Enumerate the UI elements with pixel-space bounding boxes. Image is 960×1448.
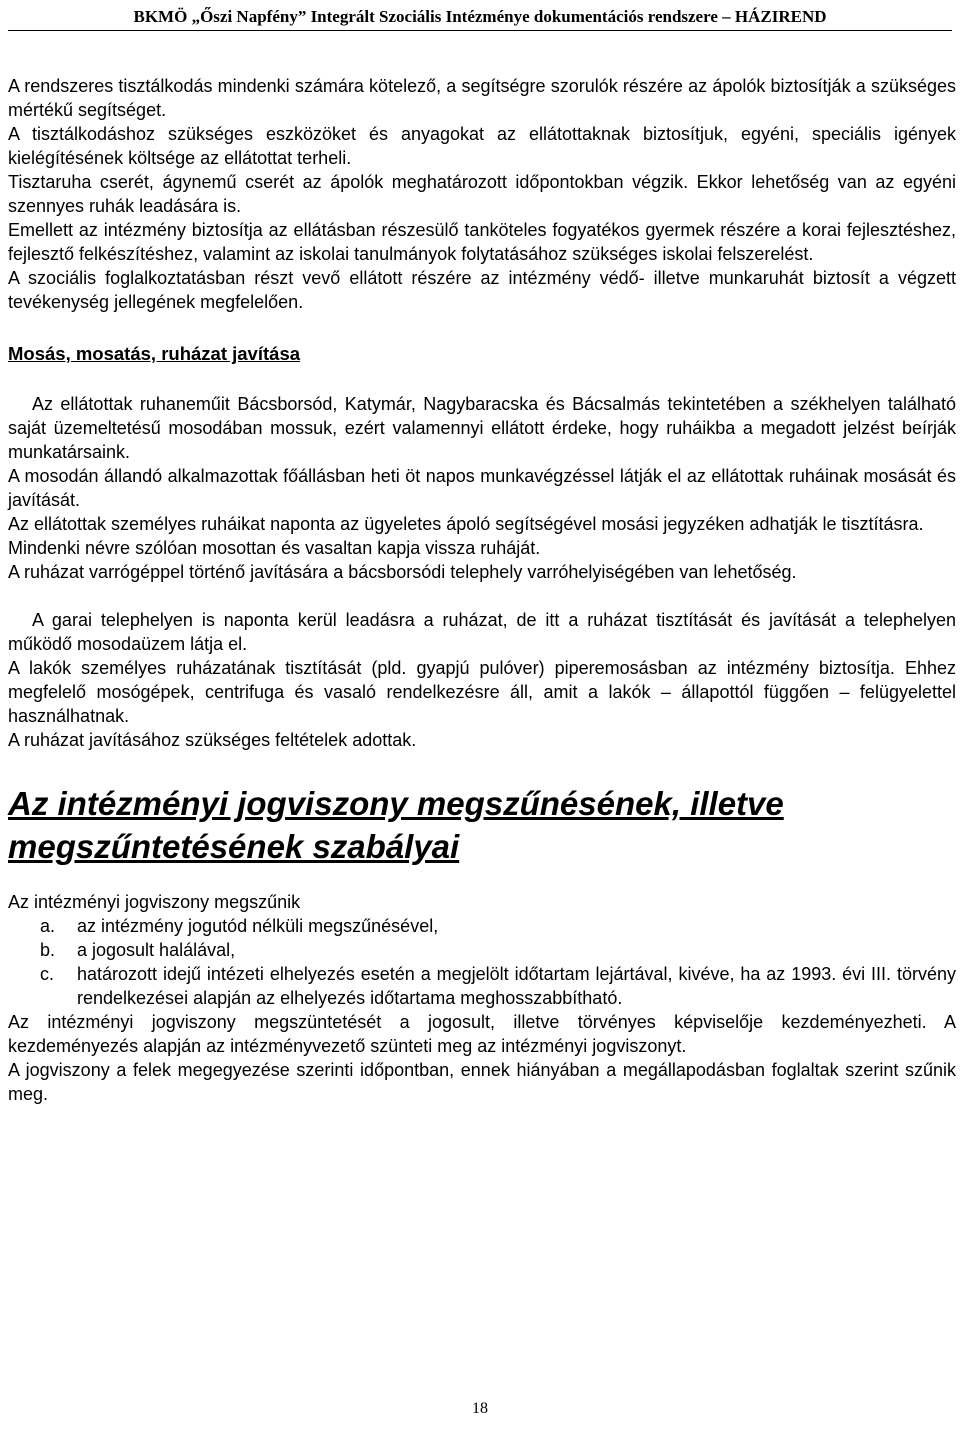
paragraph: Tisztaruha cserét, ágynemű cserét az ápolók meghatározott időpontokban végzik. Ekkor lehetőség van az egyéni szennyes ruhák leadására is.	[8, 172, 956, 216]
paragraph: A tisztálkodáshoz szükséges eszközöket és anyagokat az ellátottaknak biztosítjuk, egyéni, speciális igények kielégítésének költsége az ellátottat terheli.	[8, 124, 956, 168]
paragraph: A lakók személyes ruházatának tisztítását (pld. gyapjú pulóver) piperemosásban az intézmény biztosítja. Ehhez megfelelő mosógépek, centrifuga és vasaló rendelkezésre áll, amit a lakók – állapottól függően – felügyelettel használhatnak.	[8, 658, 956, 726]
list-marker: b.	[40, 940, 56, 960]
paragraph: Emellett az intézmény biztosítja az ellátásban részesülő tanköteles fogyatékos gyermek részére a korai fejlesztéshez, fejlesztő felkészítéshez, valamint az iskolai tanulmányok folytatásához szükséges iskolai felszerelést.	[8, 220, 956, 264]
list-item	[8, 914, 956, 938]
termination-list	[8, 914, 956, 1010]
chapter-title-line-2: megszűntetésének szabályai	[8, 828, 460, 865]
paragraph: Mindenki névre szólóan mosottan és vasaltan kapja vissza ruháját.	[8, 538, 541, 558]
paragraph: A ruházat javításához szükséges feltételek adottak.	[8, 730, 417, 750]
paragraph: A ruházat varrógéppel történő javítására a bácsborsódi telephely varróhelyiségében van lehetőség.	[8, 562, 797, 582]
list-marker: c.	[40, 964, 55, 984]
page-header: BKMÖ „Őszi Napfény” Integrált Szociális Intézménye dokumentációs rendszere – HÁZIREND	[133, 7, 827, 26]
paragraph: A jogviszony a felek megegyezése szerinti időpontban, ennek hiányában a megállapodásban foglaltak szerint szűnik meg.	[8, 1060, 956, 1104]
page-content	[8, 74, 956, 1106]
list-item-text: a jogosult halálával,	[77, 940, 236, 960]
paragraph: A szociális foglalkoztatásban részt vevő ellátott részére az intézmény védő- illetve munkaruhát biztosít a végzett tevékenység jellegének megfelelően.	[8, 268, 956, 312]
paragraph: A mosodán állandó alkalmazottak főállásban heti öt napos munkavégzéssel látják el az ellátottak ruháinak mosását és javítását.	[8, 466, 956, 510]
page-number: 18	[472, 1400, 488, 1417]
list-intro: Az intézményi jogviszony megszűnik	[8, 892, 301, 912]
paragraph: Az ellátottak személyes ruháikat naponta az ügyeletes ápoló segítségével mosási jegyzéken adhatják le tisztításra.	[8, 514, 924, 534]
paragraph: A rendszeres tisztálkodás mindenki számára kötelező, a segítségre szorulók részére az ápolók biztosítják a szükséges mértékű segítséget.	[8, 76, 956, 120]
chapter-title-line-1: Az intézményi jogviszony megszűnésének, illetve	[8, 785, 784, 822]
list-item-text: az intézmény jogutód nélküli megszűnésével,	[77, 916, 439, 936]
paragraph: Az ellátottak ruhaneműit Bácsborsód, Katymár, Nagybaracska és Bácsalmás tekintetében a székhelyen található saját üzemeltetésű mosodában mossuk, ezért valamennyi ellátott érdeke, hogy ruháikba a megadott jelzést beírják munkatársaink.	[8, 394, 956, 462]
list-item	[8, 938, 956, 962]
list-item-text: határozott idejű intézeti elhelyezés esetén a megjelölt időtartam lejártával, kivéve, ha az 1993. évi III. törvény rendelkezései alapján az elhelyezés időtartama meghosszabbítható.	[77, 964, 956, 1008]
list-marker: a.	[40, 916, 56, 936]
section-heading: Mosás, mosatás, ruházat javítása	[8, 343, 301, 364]
list-item	[8, 962, 956, 1010]
paragraph: A garai telephelyen is naponta kerül leadásra a ruházat, de itt a ruházat tisztítását és javítását a telephelyen működő mosodaüzem látja el.	[8, 610, 956, 654]
header-rule	[8, 30, 952, 31]
paragraph: Az intézményi jogviszony megszüntetését a jogosult, illetve törvényes képviselője kezdeményezheti. A kezdeményezés alapján az intézményvezető szünteti meg az intézményi jogviszonyt.	[8, 1012, 956, 1056]
